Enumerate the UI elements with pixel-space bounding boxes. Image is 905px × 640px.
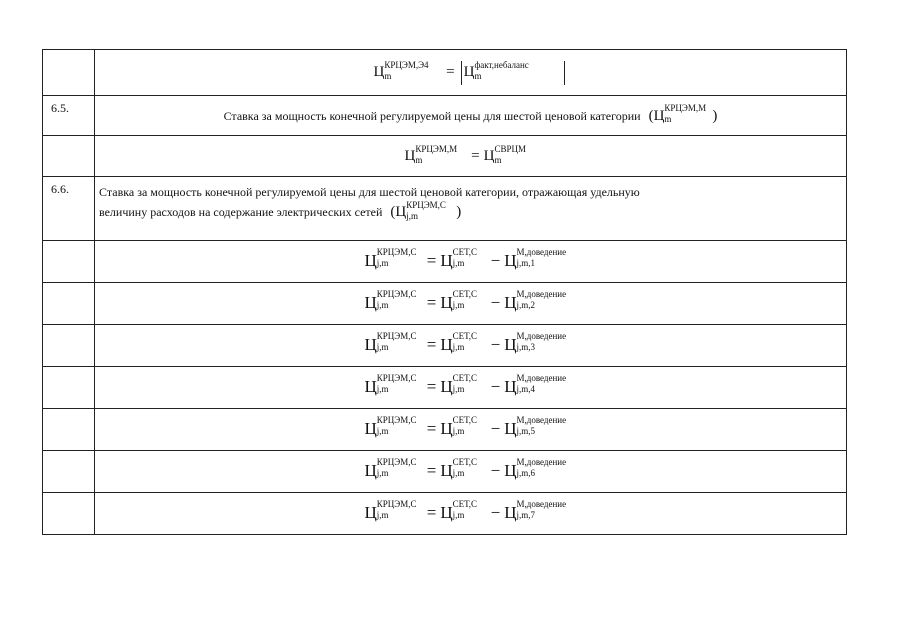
symbol-sup: М,доведение [516, 456, 567, 467]
formula-table [42, 49, 847, 535]
symbol-sup: КРЦЭМ,C [376, 372, 417, 383]
symbol-base: Ц [440, 251, 453, 270]
symbol-sup: СЕТ,C [452, 456, 477, 467]
paren-close: ) [712, 107, 718, 124]
symbol-base: Ц [364, 419, 377, 438]
table-row [43, 96, 847, 136]
symbol-sup: М,доведение [516, 372, 567, 383]
symbol-sub: j,m [452, 509, 465, 520]
symbol-base: Ц [404, 148, 416, 164]
table-row [43, 451, 847, 493]
symbol-sub: j,m,1 [516, 257, 536, 268]
symbol-sub: j,m [452, 257, 465, 268]
symbol-base: Ц [364, 503, 377, 522]
symbol-sup: КРЦЭМ,C [376, 330, 417, 341]
equals-sign: = [426, 335, 437, 354]
section-text-line-2: величину расходов на содержание электрических сетей [99, 205, 383, 219]
number-cell-empty [43, 493, 95, 535]
formula-cell [95, 367, 847, 409]
section-number: 6.5. [43, 96, 95, 136]
section-text-line-2-wrap [99, 199, 846, 221]
formula-6-6-3 [364, 330, 576, 354]
symbol-base: Ц [364, 461, 377, 480]
symbol-sub: j,m,6 [516, 467, 536, 478]
section-text: Ставка за мощность конечной регулируемой цены для шестой ценовой категории [223, 108, 641, 123]
number-cell-empty [43, 50, 95, 96]
symbol-base: Ц [440, 293, 453, 312]
symbol-base: Ц [440, 335, 453, 354]
equals-sign: = [426, 461, 437, 480]
symbol-sub: j,m,7 [516, 509, 536, 520]
formula-cell [95, 325, 847, 367]
symbol-base: Ц [364, 251, 377, 270]
symbol-sup: КРЦЭМ,М [415, 143, 458, 154]
section-text-cell [95, 96, 847, 136]
symbol-base: Ц [483, 148, 495, 164]
symbol-sub: j,m [376, 509, 389, 520]
symbol-sup: КРЦЭМ,C [376, 414, 417, 425]
symbol-base: Ц [463, 63, 475, 80]
minus-sign: − [490, 377, 501, 396]
equals-sign: = [426, 419, 437, 438]
formula-cell [95, 136, 847, 177]
symbol-sub: j,m [406, 210, 418, 221]
symbol-base: Ц [504, 377, 517, 396]
symbol-sup: КРЦЭМ,C [406, 199, 446, 210]
table-row [43, 493, 847, 535]
minus-sign: − [490, 461, 501, 480]
symbol-sub: m [494, 154, 502, 165]
symbol-sub: j,m [376, 467, 389, 478]
symbol-sub: j,m,2 [516, 299, 536, 310]
formula-6-6-5 [364, 414, 576, 438]
number-cell-empty [43, 409, 95, 451]
formula-cell [95, 409, 847, 451]
symbol-sup: М,доведение [516, 246, 567, 257]
symbol-sub: j,m [452, 467, 465, 478]
equals-sign: = [426, 377, 437, 396]
symbol-sup: М,доведение [516, 330, 567, 341]
symbol-sup: М,доведение [516, 498, 567, 509]
formula-cell [95, 241, 847, 283]
section-text-cell [95, 177, 847, 241]
symbol-base: Ц [504, 293, 517, 312]
table-row [43, 367, 847, 409]
table-row [43, 241, 847, 283]
symbol-sup: СЕТ,C [452, 246, 477, 257]
symbol-sup: КРЦЭМ,C [376, 498, 417, 509]
paren-open: ( [390, 204, 396, 220]
number-cell-empty [43, 136, 95, 177]
symbol-sub: j,m [376, 425, 389, 436]
minus-sign: − [490, 503, 501, 522]
formula-6-6-2 [364, 288, 576, 312]
table-row [43, 283, 847, 325]
symbol-sub: j,m,3 [516, 341, 536, 352]
inline-symbol [390, 199, 462, 221]
formula-6-6-1 [364, 246, 576, 270]
symbol-sub: j,m [376, 299, 389, 310]
symbol-sup: факт,небаланс [474, 59, 529, 70]
symbol-sup: СЕТ,C [452, 414, 477, 425]
symbol-base: Ц [504, 251, 517, 270]
equals-sign: = [471, 148, 480, 164]
table-row [43, 50, 847, 96]
symbol-sub: j,m [376, 383, 389, 394]
symbol-sub: j,m [452, 383, 465, 394]
table-row [43, 325, 847, 367]
formula-6-6-7 [364, 498, 576, 522]
section-number: 6.6. [43, 177, 95, 241]
symbol-sub: j,m [452, 425, 465, 436]
symbol-sup: СВРЦМ [494, 143, 526, 154]
minus-sign: − [490, 335, 501, 354]
equals-sign: = [426, 503, 437, 522]
minus-sign: − [490, 419, 501, 438]
symbol-sub: m [415, 154, 423, 165]
number-cell-empty [43, 241, 95, 283]
formula-6-6-6 [364, 456, 576, 480]
symbol-sub: m [664, 114, 672, 125]
symbol-base: Ц [653, 107, 665, 124]
symbol-base: Ц [364, 335, 377, 354]
formula-cell [95, 493, 847, 535]
symbol-base: Ц [504, 503, 517, 522]
table-row [43, 136, 847, 177]
symbol-sup: КРЦЭМ,C [376, 456, 417, 467]
symbol-sub: j,m [452, 299, 465, 310]
symbol-sup: М,доведение [516, 414, 567, 425]
formula-e4 [374, 61, 568, 85]
symbol-base: Ц [440, 461, 453, 480]
paren-close: ) [456, 204, 462, 220]
abs-bar-left [461, 61, 462, 85]
symbol-sup: СЕТ,C [452, 288, 477, 299]
formula-cell [95, 451, 847, 493]
symbol-base: Ц [504, 461, 517, 480]
symbol-sub: m [474, 70, 482, 81]
symbol-sub: j,m [376, 341, 389, 352]
formula-6-5 [404, 143, 537, 165]
symbol-sup: СЕТ,C [452, 372, 477, 383]
equals-sign: = [426, 251, 437, 270]
equals-sign: = [426, 293, 437, 312]
symbol-sup: КРЦЭМ,C [376, 288, 417, 299]
symbol-base: Ц [364, 293, 377, 312]
symbol-base: Ц [440, 377, 453, 396]
symbol-sub: j,m,4 [516, 383, 536, 394]
symbol-base: Ц [364, 377, 377, 396]
inline-symbol [648, 103, 718, 125]
number-cell-empty [43, 367, 95, 409]
symbol-sup: СЕТ,C [452, 498, 477, 509]
table-row [43, 177, 847, 241]
number-cell-empty [43, 283, 95, 325]
formula-cell [95, 50, 847, 96]
symbol-base: Ц [504, 335, 517, 354]
symbol-sup: КРЦЭМ,Э4 [384, 59, 429, 70]
symbol-sub: m [384, 70, 392, 81]
symbol-sub: j,m [452, 341, 465, 352]
symbol-sup: СЕТ,C [452, 330, 477, 341]
symbol-sup: КРЦЭМ,М [664, 103, 707, 114]
symbol-base: Ц [504, 419, 517, 438]
equals-sign: = [446, 63, 455, 80]
symbol-base: Ц [395, 204, 407, 220]
number-cell-empty [43, 325, 95, 367]
symbol-sub: j,m,5 [516, 425, 536, 436]
symbol-base: Ц [373, 63, 385, 80]
symbol-sup: М,доведение [516, 288, 567, 299]
minus-sign: − [490, 293, 501, 312]
minus-sign: − [490, 251, 501, 270]
section-text-line-1: Ставка за мощность конечной регулируемой цены для шестой ценовой категории, отражающая удельную [99, 185, 640, 199]
symbol-sup: КРЦЭМ,C [376, 246, 417, 257]
formula-6-6-4 [364, 372, 576, 396]
formula-cell [95, 283, 847, 325]
symbol-base: Ц [440, 503, 453, 522]
table-row [43, 409, 847, 451]
symbol-sub: j,m [376, 257, 389, 268]
paren-open: ( [648, 107, 654, 124]
abs-bar-right [564, 61, 565, 85]
number-cell-empty [43, 451, 95, 493]
symbol-base: Ц [440, 419, 453, 438]
